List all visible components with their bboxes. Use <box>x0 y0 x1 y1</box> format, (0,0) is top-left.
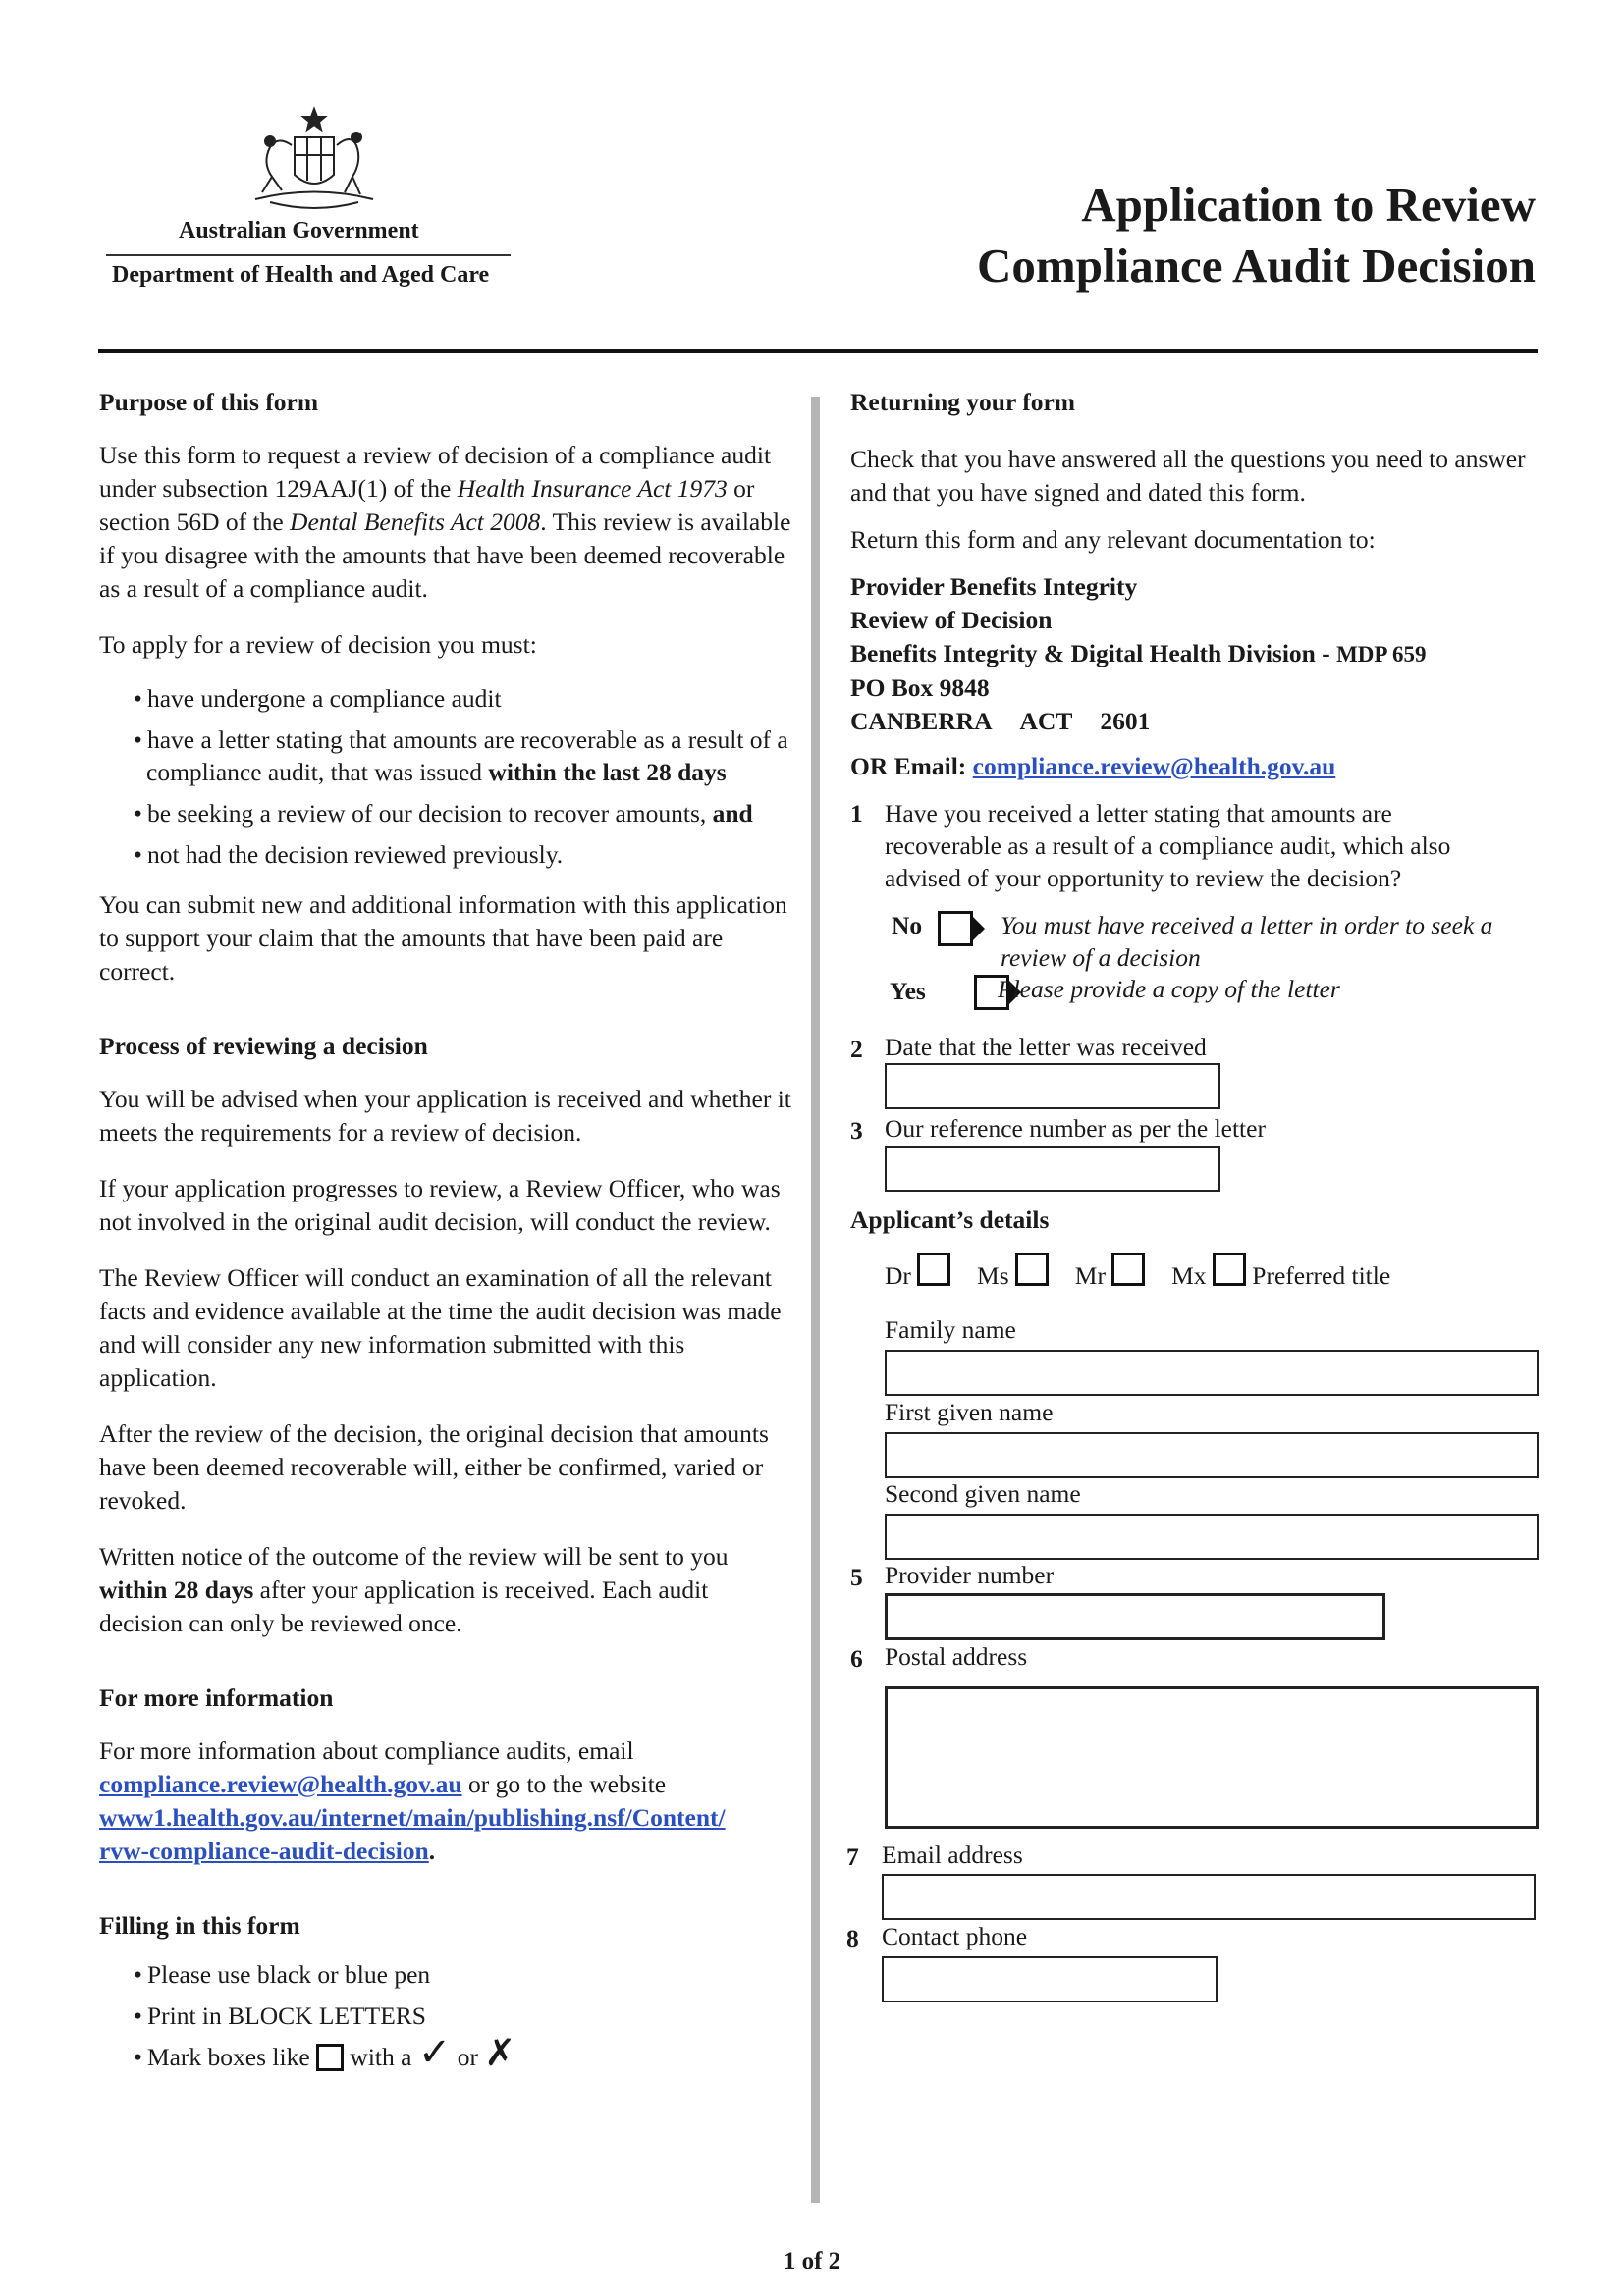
process-p5-emphasis: within 28 days <box>99 1575 254 1604</box>
fill-text: with a <box>344 2043 418 2071</box>
website-link-part-1[interactable]: www1.health.gov.au/internet/main/publishing.nsf/Content/ <box>99 1803 726 1832</box>
mdp-code: MDP 659 <box>1336 642 1427 667</box>
q1-no-checkbox[interactable] <box>938 911 973 946</box>
fill-text: Print in BLOCK LETTERS <box>146 2002 426 2030</box>
page-number: 1 of 2 <box>783 2248 841 2274</box>
filling-list <box>99 1958 796 2073</box>
second-name-field[interactable] <box>885 1514 1539 1560</box>
purpose-text-b: or section 56D of the <box>99 474 755 536</box>
page-title <box>977 175 1536 296</box>
department-name: Department of Health and Aged Care <box>112 262 490 288</box>
process-paragraph-1: You will be advised when your application is received and whether it meets the requirements for a review of decision. <box>99 1085 791 1147</box>
purpose-text-a: Use this form to request a review of decision of a compliance audit under subsection 129AAJ(1) of the <box>99 441 772 503</box>
fill-text: Please use black or blue pen <box>146 1960 431 1989</box>
address-line-1: Provider Benefits Integrity <box>850 572 1138 601</box>
tick-icon: ✓ <box>417 2030 452 2075</box>
list-item <box>99 682 796 715</box>
or-email-link[interactable]: compliance.review@health.gov.au <box>972 752 1336 780</box>
q1-text: Have you received a letter stating that amounts are recoverable as a result of a compliance audit, which also advised of your opportunity to review the decision? <box>885 799 1451 892</box>
q1-yes-option <box>890 977 926 1006</box>
more-info-email-link[interactable]: compliance.review@health.gov.au <box>99 1770 462 1798</box>
title-dr-label: Dr <box>885 1261 911 1290</box>
q6-number: 6 <box>850 1644 863 1673</box>
more-info-text-a: For more information about compliance audits, email <box>99 1736 634 1765</box>
process-p5-a: Written notice of the outcome of the review will be sent to you <box>99 1542 729 1571</box>
apply-intro: To apply for a review of decision you must: <box>99 630 537 659</box>
return-address <box>850 570 1426 738</box>
list-item <box>99 2000 796 2032</box>
date-received-field[interactable] <box>885 1063 1220 1109</box>
q1-yes-label: Yes <box>890 977 926 1005</box>
fill-text: Mark boxes like <box>146 2043 317 2071</box>
email-address-field[interactable] <box>882 1874 1536 1920</box>
submit-info: You can submit new and additional information with this application to support your claim that the amounts that have been paid are correct. <box>99 890 787 986</box>
gov-crest <box>241 106 388 219</box>
postcode: 2601 <box>1100 707 1151 735</box>
title-ms-label: Ms <box>977 1261 1009 1290</box>
q3-text: Our reference number as per the letter <box>885 1114 1266 1143</box>
q1-no-option <box>892 911 922 940</box>
list-item <box>99 1958 796 1991</box>
q6-text: Postal address <box>885 1642 1028 1671</box>
city: CANBERRA <box>850 707 993 735</box>
more-info-period: . <box>428 1837 436 1865</box>
req-text: not had the decision reviewed previously. <box>146 840 564 869</box>
title-dr-checkbox[interactable] <box>917 1253 950 1286</box>
q1-number: 1 <box>850 799 863 828</box>
applicant-heading: Applicant’s details <box>850 1205 1050 1234</box>
requirements-list <box>99 682 796 871</box>
title-options <box>885 1253 1390 1291</box>
postal-address-field[interactable] <box>885 1686 1539 1829</box>
req-text: have undergone a compliance audit <box>146 684 502 713</box>
q5-text: Provider number <box>885 1561 1055 1589</box>
title-rule <box>98 349 1538 353</box>
first-name-field[interactable] <box>885 1432 1539 1478</box>
q2-number: 2 <box>850 1035 863 1063</box>
health-insurance-act: Health Insurance Act 1973 <box>457 474 728 503</box>
req-emphasis: within the last 28 days <box>488 758 727 786</box>
title-mr-label: Mr <box>1074 1261 1106 1290</box>
more-info-paragraph <box>99 1735 796 1868</box>
title-line-1: Application to Review <box>1081 178 1536 232</box>
list-item <box>99 723 796 788</box>
example-checkbox-icon <box>316 2044 344 2071</box>
purpose-paragraph <box>99 439 796 606</box>
q5-number: 5 <box>850 1563 863 1591</box>
or-email-label: OR Email: <box>850 752 973 780</box>
process-paragraph-2: If your application progresses to review, a Review Officer, who was not involved in the original audit decision, will conduct the review. <box>99 1174 781 1236</box>
process-paragraph-5 <box>99 1540 796 1640</box>
q1-no-note: You must have received a letter in order to seek a review of a decision <box>1001 911 1493 972</box>
title-preferred-label: Preferred title <box>1252 1261 1391 1290</box>
return-paragraph-1: Check that you have answered all the questions you need to answer and that you have signed and dated this form. <box>850 445 1526 507</box>
gov-name: Australian Government <box>179 218 419 243</box>
division-name: Benefits Integrity & Digital Health Division - <box>850 639 1337 667</box>
title-line-2: Compliance Audit Decision <box>977 239 1536 293</box>
address-line-4: PO Box 9848 <box>850 673 990 702</box>
return-paragraph-2: Return this form and any relevant documentation to: <box>850 525 1376 554</box>
provider-number-field[interactable] <box>885 1593 1385 1640</box>
q8-number: 8 <box>846 1924 859 1952</box>
purpose-heading: Purpose of this form <box>99 388 319 416</box>
title-mr-checkbox[interactable] <box>1111 1253 1145 1286</box>
q2-text: Date that the letter was received <box>885 1033 1207 1061</box>
reference-number-field[interactable] <box>885 1146 1220 1192</box>
first-name-label: First given name <box>885 1398 1054 1426</box>
title-mx-checkbox[interactable] <box>1213 1253 1246 1286</box>
list-item <box>99 2030 796 2075</box>
title-ms-checkbox[interactable] <box>1015 1253 1049 1286</box>
contact-phone-field[interactable] <box>882 1956 1218 2002</box>
return-heading: Returning your form <box>850 388 1076 416</box>
family-name-field[interactable] <box>885 1350 1539 1396</box>
req-text: have a letter stating that amounts are recoverable as a result of a compliance audit, that was issued <box>146 725 788 786</box>
family-name-label: Family name <box>885 1315 1016 1344</box>
left-column <box>99 388 796 2082</box>
column-divider <box>811 397 820 2203</box>
cross-icon: ✗ <box>484 2031 516 2074</box>
q3-number: 3 <box>850 1116 863 1145</box>
address-line-2: Review of Decision <box>850 606 1053 634</box>
filling-heading: Filling in this form <box>99 1911 300 1940</box>
process-heading: Process of reviewing a decision <box>99 1032 428 1060</box>
more-info-heading: For more information <box>99 1683 334 1712</box>
address-line-5 <box>850 705 1426 738</box>
process-p5-c: after your application is received. Each audit decision can only be reviewed once. <box>99 1575 709 1637</box>
process-paragraph-4: After the review of the decision, the original decision that amounts have been deemed recoverable will, either be confirmed, varied or revoked. <box>99 1419 769 1515</box>
or-email <box>850 752 1335 781</box>
address-line-3 <box>850 637 1426 671</box>
q7-text: Email address <box>882 1841 1023 1869</box>
title-mx-label: Mx <box>1171 1261 1207 1290</box>
q1-yes-note: Please provide a copy of the letter <box>998 975 1340 1003</box>
more-info-text-b: or go to the website <box>461 1770 667 1798</box>
list-item <box>99 838 796 871</box>
purpose-text-c: . This review is available if you disagree with the amounts that have been deemed recoverable as a result of a compliance audit. <box>99 507 791 603</box>
req-text: be seeking a review of our decision to recover amounts, <box>146 799 713 828</box>
q7-number: 7 <box>846 1842 859 1871</box>
q8-text: Contact phone <box>882 1922 1028 1950</box>
second-name-label: Second given name <box>885 1479 1081 1508</box>
state: ACT <box>1019 707 1073 735</box>
website-link-part-2[interactable]: rvw-compliance-audit-decision <box>99 1837 429 1865</box>
process-paragraph-3: The Review Officer will conduct an examination of all the relevant facts and evidence available at the time the audit decision was made and will consider any new information submitted with this application. <box>99 1263 782 1392</box>
header-divider <box>106 254 511 256</box>
req-emphasis: and <box>712 799 753 828</box>
dental-benefits-act: Dental Benefits Act 2008 <box>290 507 541 536</box>
q1-no-label: No <box>892 911 923 939</box>
fill-text: or <box>451 2043 485 2071</box>
list-item <box>99 797 796 829</box>
